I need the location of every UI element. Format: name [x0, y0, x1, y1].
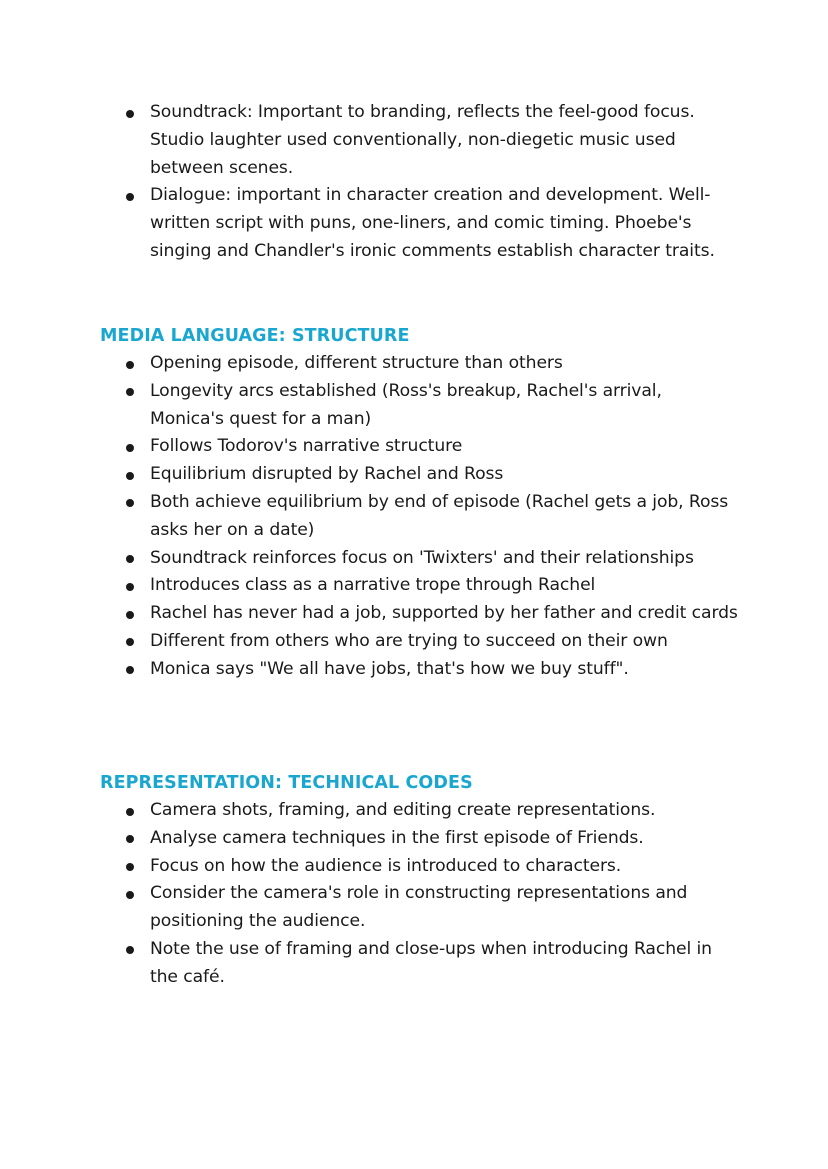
bullet-dot-icon [126, 891, 134, 899]
list-item: Follows Todorov's narrative structure [100, 433, 740, 461]
bullet-dot-icon [126, 472, 134, 480]
bullet-dot-icon [126, 555, 134, 563]
bullet-dot-icon [126, 499, 134, 507]
bullet-dot-icon [126, 666, 134, 674]
list-item: Dialogue: important in character creation and development. Well-written script with puns, one-liners, and comic timing. Phoebe's singing and Chandler's ironic comments establish character traits. [100, 182, 740, 265]
bullet-list [100, 797, 740, 992]
list-item: Consider the camera's role in constructing representations and positioning the audience. [100, 880, 740, 936]
bullet-list [100, 99, 740, 266]
bullet-dot-icon [126, 638, 134, 646]
bullet-dot-icon [126, 193, 134, 201]
section-heading: MEDIA LANGUAGE: STRUCTURE [100, 326, 410, 346]
section-continuation [100, 99, 740, 266]
list-item: Soundtrack: Important to branding, reflects the feel-good focus. Studio laughter used conventionally, non-diegetic music used between scenes. [100, 99, 740, 182]
list-item: Opening episode, different structure than others [100, 350, 740, 378]
bullet-dot-icon [126, 583, 134, 591]
bullet-dot-icon [126, 946, 134, 954]
bullet-dot-icon [126, 110, 134, 118]
bullet-dot-icon [126, 808, 134, 816]
list-item: Both achieve equilibrium by end of episode (Rachel gets a job, Ross asks her on a date) [100, 489, 740, 545]
section-media-language-structure [100, 322, 740, 684]
list-item: Camera shots, framing, and editing create representations. [100, 797, 740, 825]
list-item: Different from others who are trying to succeed on their own [100, 628, 740, 656]
section-heading: REPRESENTATION: TECHNICAL CODES [100, 773, 473, 793]
bullet-dot-icon [126, 388, 134, 396]
list-item: Introduces class as a narrative trope through Rachel [100, 572, 740, 600]
list-item: Analyse camera techniques in the first episode of Friends. [100, 825, 740, 853]
list-item: Rachel has never had a job, supported by her father and credit cards [100, 600, 740, 628]
bullet-dot-icon [126, 611, 134, 619]
bullet-dot-icon [126, 835, 134, 843]
list-item: Soundtrack reinforces focus on 'Twixters' and their relationships [100, 545, 740, 573]
list-item: Equilibrium disrupted by Rachel and Ross [100, 461, 740, 489]
list-item: Longevity arcs established (Ross's breakup, Rachel's arrival, Monica's quest for a man) [100, 378, 740, 434]
bullet-dot-icon [126, 863, 134, 871]
section-representation-technical-codes [100, 769, 740, 992]
list-item: Monica says "We all have jobs, that's how we buy stuff". [100, 656, 740, 684]
bullet-dot-icon [126, 444, 134, 452]
bullet-dot-icon [126, 361, 134, 369]
list-item: Focus on how the audience is introduced to characters. [100, 853, 740, 881]
bullet-list [100, 350, 740, 684]
list-item: Note the use of framing and close-ups when introducing Rachel in the café. [100, 936, 740, 992]
